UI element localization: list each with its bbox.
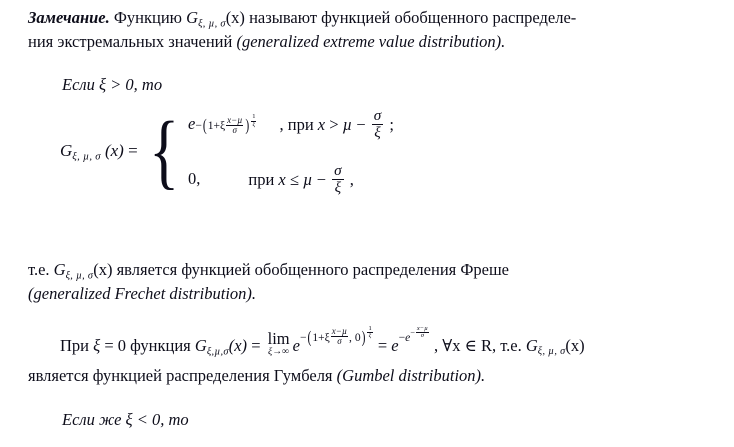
case1-exp-frac-num: x−µ (227, 114, 243, 125)
gumbel-exp-paren-close: ) (361, 329, 366, 347)
gumbel-limit (267, 328, 290, 358)
case1-base: e (187, 114, 196, 134)
case1-exp-power-num: 1 (252, 113, 256, 121)
case2-cond-minus: − (316, 169, 326, 189)
gumbel-G: G (194, 335, 207, 355)
note-function-subscript: ξ, µ, σ (198, 18, 226, 30)
gumbel-G-subscript: ξ,µ,σ (206, 346, 229, 358)
case1-condition (279, 108, 393, 141)
case1-exp-power-fraction (251, 114, 256, 128)
case1-exp-minus: − (195, 120, 202, 133)
case1-cond-prefix: , при (279, 115, 314, 135)
gumbel-exp-power (366, 325, 373, 340)
gumbel-exp-zero: , 0 (349, 332, 361, 345)
gumbel-equals-2: = (377, 335, 388, 355)
gumbel-exponent (299, 325, 374, 347)
gumbel-text-c: , ∀x ∈ R, т.е. (434, 335, 522, 355)
gumbel-limit-label: lim (267, 328, 290, 348)
equation-lhs (60, 141, 138, 162)
gumbel-exp-inner: 1+ξ (312, 332, 330, 345)
gumbel-formula (194, 325, 434, 358)
case1-exp-fraction (226, 116, 243, 135)
gumbel-e-base-2: e (391, 335, 399, 355)
case1-exp-power-den: ξ (252, 120, 256, 128)
gumbel-exp2-inner (410, 325, 430, 340)
case1-exp-paren-open: ( (202, 117, 207, 136)
frechet-text: является функцией обобщенного распределения Фреше (116, 260, 510, 279)
case1-cond-x: x (317, 115, 326, 135)
case1-exp-inner: 1+ξ (207, 120, 226, 133)
gumbel-tail-G-subscript: ξ, µ, σ (537, 346, 566, 358)
gumbel-exp2-e: e (405, 332, 411, 345)
case2-cond-mu: µ (303, 169, 313, 189)
case1-cond-frac-num: σ (373, 107, 382, 124)
frechet-italic: (generalized Frechet distribution). (28, 284, 257, 303)
equation-lhs-G: G (60, 141, 73, 161)
gumbel-e-base: e (292, 335, 300, 355)
case2-cond-x: x (278, 169, 286, 189)
case1-cond-mu: µ (342, 115, 353, 135)
case1-cond-suffix: ; (389, 115, 394, 135)
gumbel-exp-frac-den: σ (337, 336, 342, 347)
paragraph-note-line2 (28, 30, 718, 53)
gumbel-text-b: = 0 функция (104, 335, 191, 355)
case2-cond-frac-num: σ (334, 161, 342, 179)
gumbel-exp-power-num: 1 (368, 325, 372, 332)
paragraph-gumbel-line2 (28, 364, 718, 387)
paragraph-frechet-line2 (28, 282, 718, 305)
gumbel-exp2-fraction (416, 326, 429, 340)
equation-lhs-argument: (x) (104, 141, 124, 161)
equation-case-1 (188, 108, 394, 141)
gumbel-exponent-2 (398, 325, 430, 345)
case2-cond-prefix: при (248, 169, 275, 189)
paragraph-if-xi-positive (62, 73, 462, 96)
case1-exponent (195, 114, 257, 134)
paragraph-gumbel (60, 326, 730, 360)
gumbel-tail-G-argument: (x) (565, 335, 585, 355)
equation-case-2 (188, 163, 394, 196)
gumbel-tail-G: G (525, 335, 538, 355)
gumbel-line2-italic: (Gumbel distribution). (336, 366, 486, 385)
case1-cond-fraction (372, 108, 383, 141)
case2-cond-frac-den: ξ (334, 178, 342, 196)
equation-equals: = (128, 141, 138, 161)
gumbel-exp-power-fraction (367, 326, 372, 340)
case1-exp-paren-close: ) (245, 117, 250, 136)
gumbel-line2-text: является функцией распределения Гумбеля (28, 366, 333, 385)
gumbel-limit-under: ξ→∞ (268, 346, 290, 358)
note-function-G: G (186, 8, 199, 27)
gumbel-exp2-frac-num: x−µ (416, 325, 428, 332)
case2-cond-suffix: , (349, 169, 354, 189)
note-line2-text: ния экстремальных значений (28, 32, 233, 51)
gumbel-exp2-minus: − (398, 332, 406, 345)
note-function-argument: (x) (225, 8, 245, 27)
piecewise-brace-icon: { (148, 104, 179, 198)
note-text-2: называют функцией обобщенного распределе- (249, 8, 577, 27)
case2-value: 0, (187, 169, 201, 189)
gumbel-exp-power-den: ξ (368, 332, 372, 340)
case1-exp-frac-den: σ (232, 124, 237, 135)
case1-cond-relation: > (329, 115, 339, 135)
equation-lhs-subscript: ξ, µ, σ (72, 151, 101, 163)
case1-exp-power (250, 113, 257, 128)
gumbel-exp-paren-open: ( (307, 329, 312, 347)
case2-condition (248, 163, 354, 196)
paragraph-if-xi-negative (62, 408, 462, 431)
gumbel-exp2-frac-den: σ (420, 332, 424, 340)
paragraph-note (28, 6, 718, 32)
case1-cond-frac-den: ξ (374, 123, 381, 141)
gumbel-exp-frac-num: x−µ (331, 326, 348, 337)
frechet-G-argument: (x) (93, 260, 113, 279)
case2-cond-relation: ≤ (289, 169, 299, 189)
note-line2-italic: (generalized extreme value distribution). (236, 32, 506, 51)
gumbel-G-argument: (x) (228, 335, 248, 355)
gumbel-exp-fraction (331, 327, 348, 346)
gumbel-xi: ξ (93, 335, 101, 355)
frechet-prefix: т.е. (28, 260, 50, 279)
paragraph-frechet (28, 258, 718, 284)
note-text-1: Функцию (113, 8, 183, 27)
frechet-G: G (53, 260, 66, 279)
case2-cond-fraction (332, 163, 343, 196)
gumbel-prefix: При (60, 335, 89, 355)
gumbel-equals-1: = (251, 335, 261, 355)
piecewise-equation (60, 104, 680, 198)
frechet-G-subscript: ξ, µ, σ (65, 270, 94, 282)
gumbel-exp2-inner-minus: − (410, 328, 415, 338)
gumbel-exp-minus: − (299, 332, 307, 345)
if-xi-positive-text: Если ξ > 0, то (62, 75, 163, 94)
equation-cases (188, 108, 394, 196)
note-label: Замечание. (28, 8, 110, 27)
if-xi-negative-text: Если же ξ < 0, то (62, 410, 189, 429)
case1-cond-minus: − (356, 115, 366, 135)
